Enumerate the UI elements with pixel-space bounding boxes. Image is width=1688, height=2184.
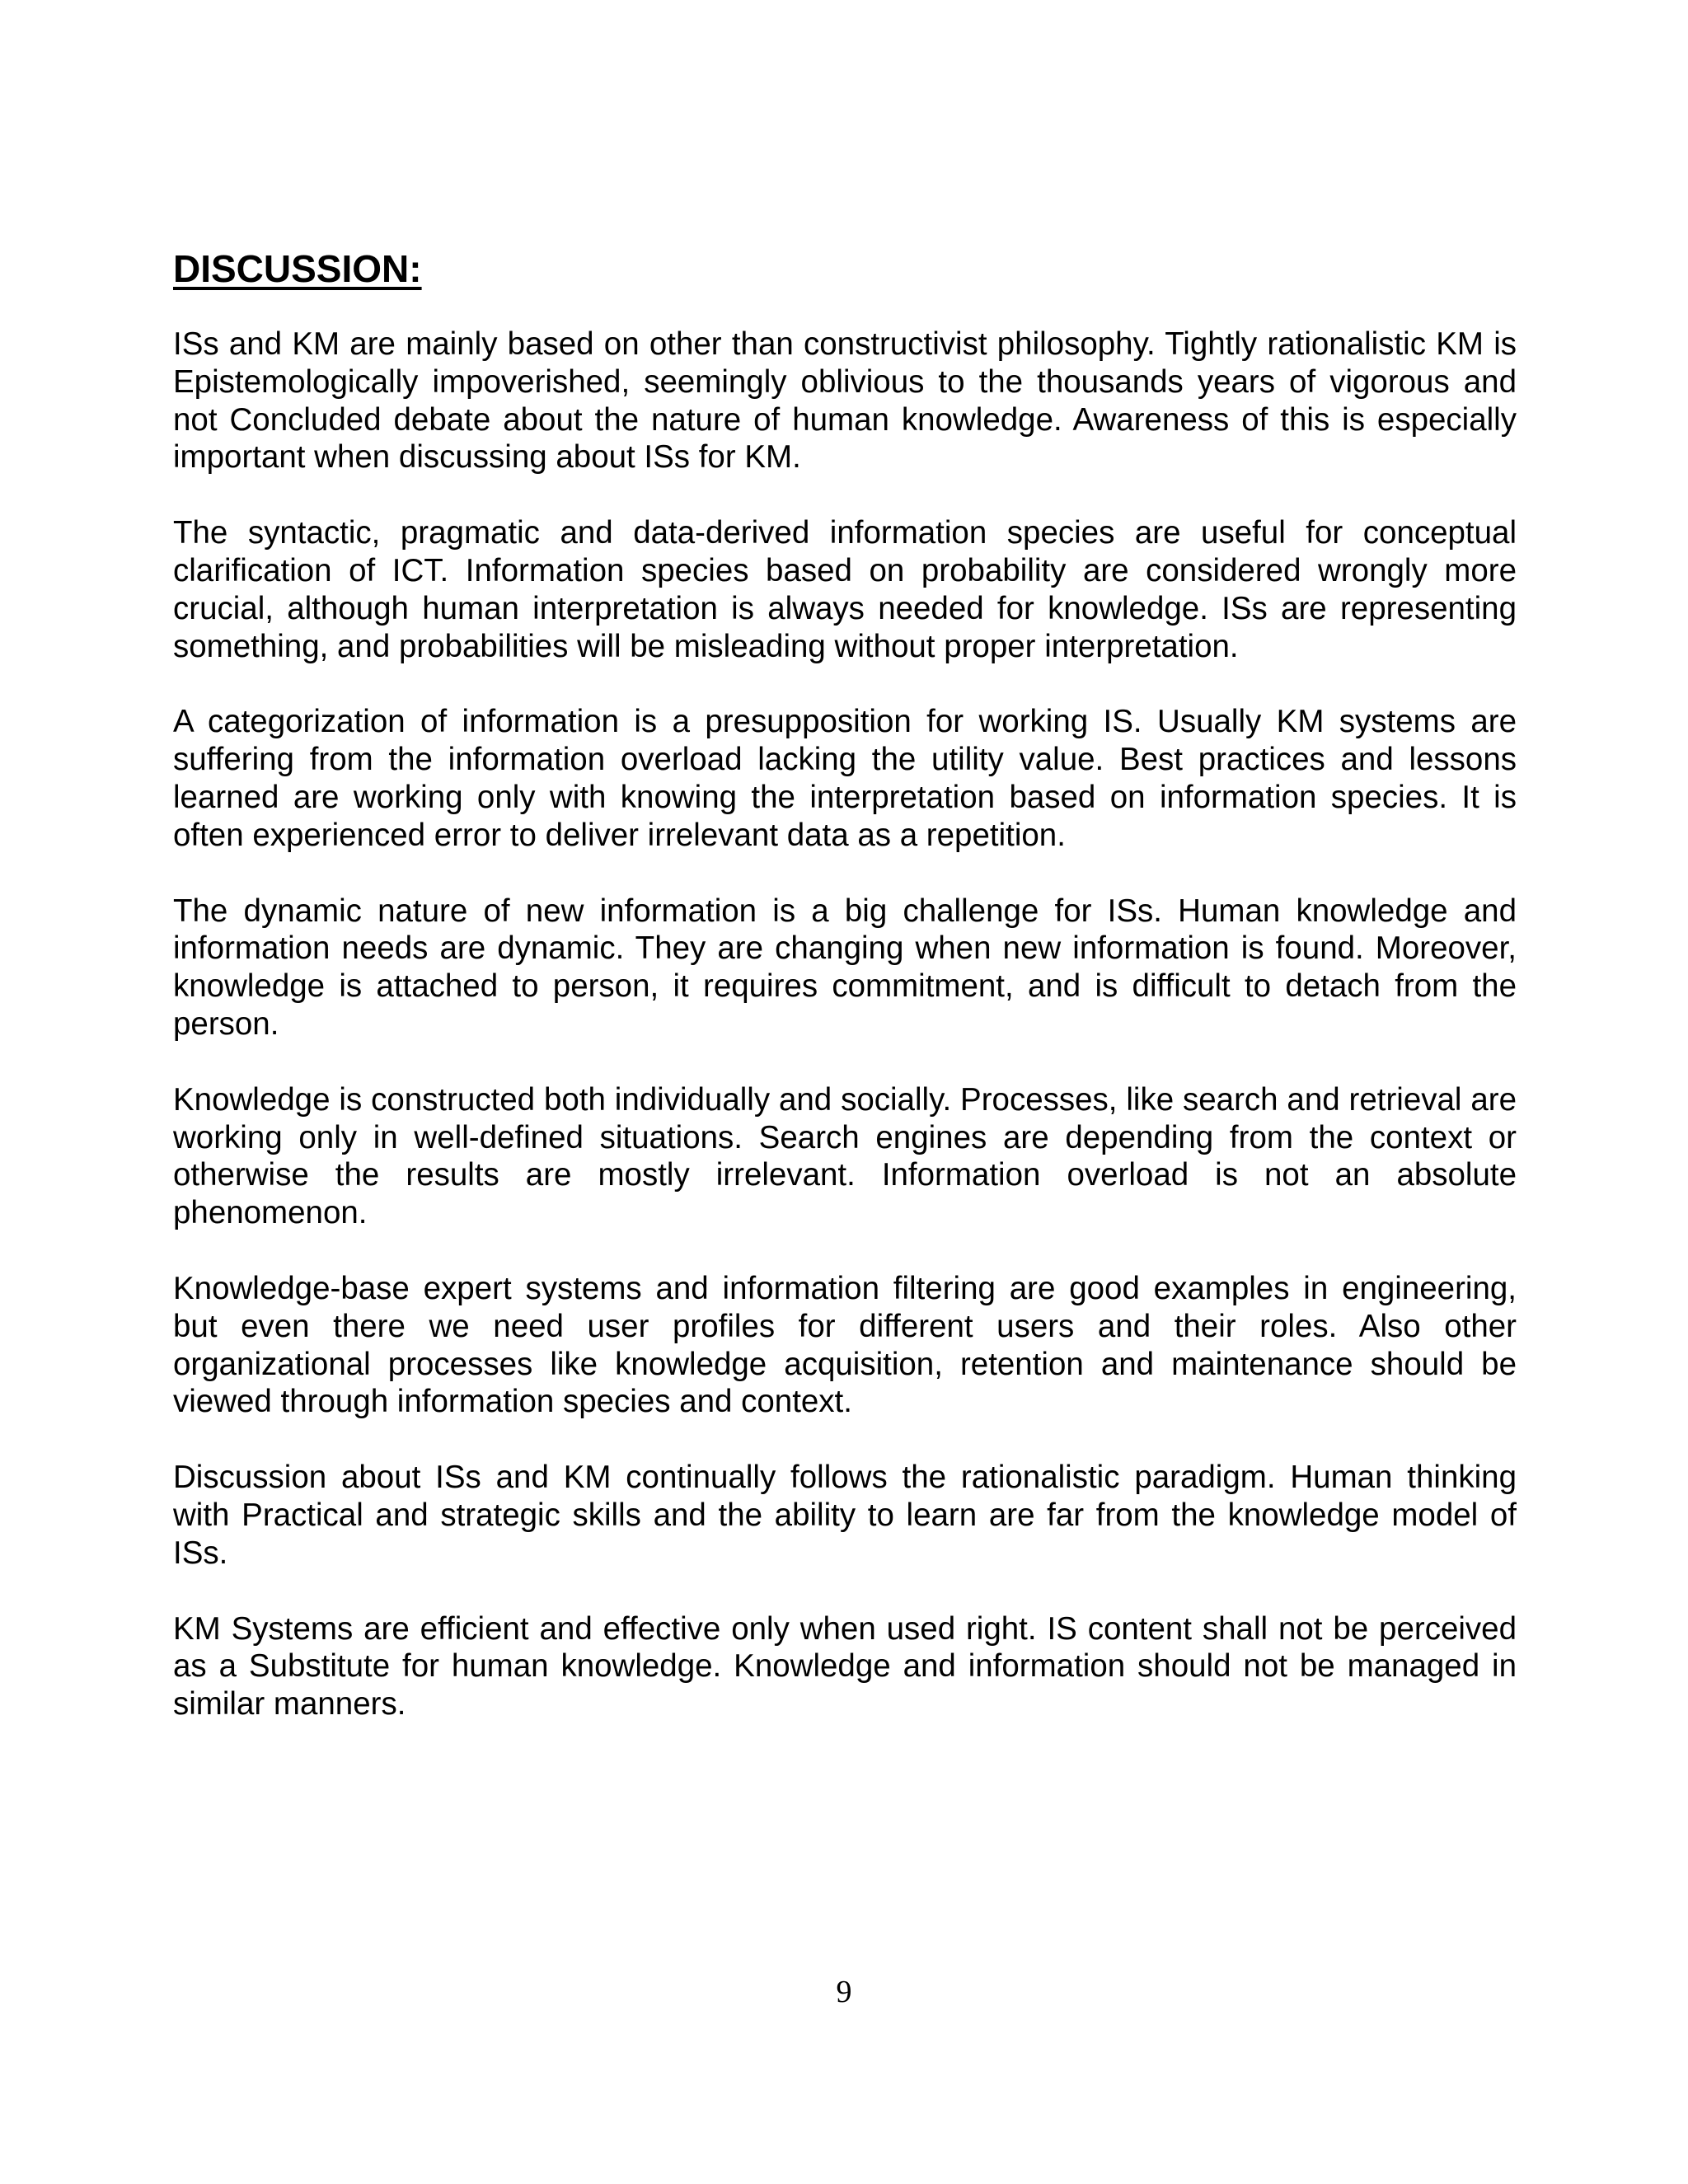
paragraph-3: A categorization of information is a presupposition for working IS. Usually KM systems are suffering from the information overload lacking the utility value. Best practices and lessons learned are working only with knowing the interpretation based on information species. It is often experienced error to deliver irrelevant data as a repetition. (173, 704, 1517, 853)
paragraph-6: Knowledge-base expert systems and information filtering are good examples in engineering, but even there we need user profiles for different users and their roles. Also other organizational processes like knowledge acquisition, retention and maintenance should be viewed through information species and context. (173, 1270, 1517, 1420)
body-text (173, 326, 1517, 1761)
paragraph-4: The dynamic nature of new information is a big challenge for ISs. Human knowledge and information needs are dynamic. They are changing when new information is found. Moreover, knowledge is attached to person, it requires commitment, and is difficult to detach from the person. (173, 893, 1517, 1042)
paragraph-2: The syntactic, pragmatic and data-derived information species are useful for conceptual clarification of ICT. Information species based on probability are considered wrongly more crucial, although human interpretation is always needed for knowledge. ISs are representing something, and probabilities will be misleading without proper interpretation. (173, 515, 1517, 664)
paragraph-1: ISs and KM are mainly based on other than constructivist philosophy. Tightly rationalistic KM is Epistemologically impoverished, seemingly oblivious to the thousands years of vigorous and not Concluded debate about the nature of human knowledge. Awareness of this is especially important when discussing about ISs for KM. (173, 326, 1517, 476)
paragraph-7: Discussion about ISs and KM continually follows the rationalistic paradigm. Human thinking with Practical and strategic skills and the ability to learn are far from the knowledge model of ISs. (173, 1460, 1517, 1571)
paragraph-5: Knowledge is constructed both individually and socially. Processes, like search and retrieval are working only in well-defined situations. Search engines are depending from the context or otherwise the results are mostly irrelevant. Information overload is not an absolute phenomenon. (173, 1081, 1517, 1231)
page-number: 9 (836, 1975, 852, 2009)
paragraph-8: KM Systems are efficient and effective only when used right. IS content shall not be perceived as a Substitute for human knowledge. Knowledge and information should not be managed in similar manners. (173, 1610, 1517, 1722)
section-heading: DISCUSSION: (173, 247, 422, 290)
